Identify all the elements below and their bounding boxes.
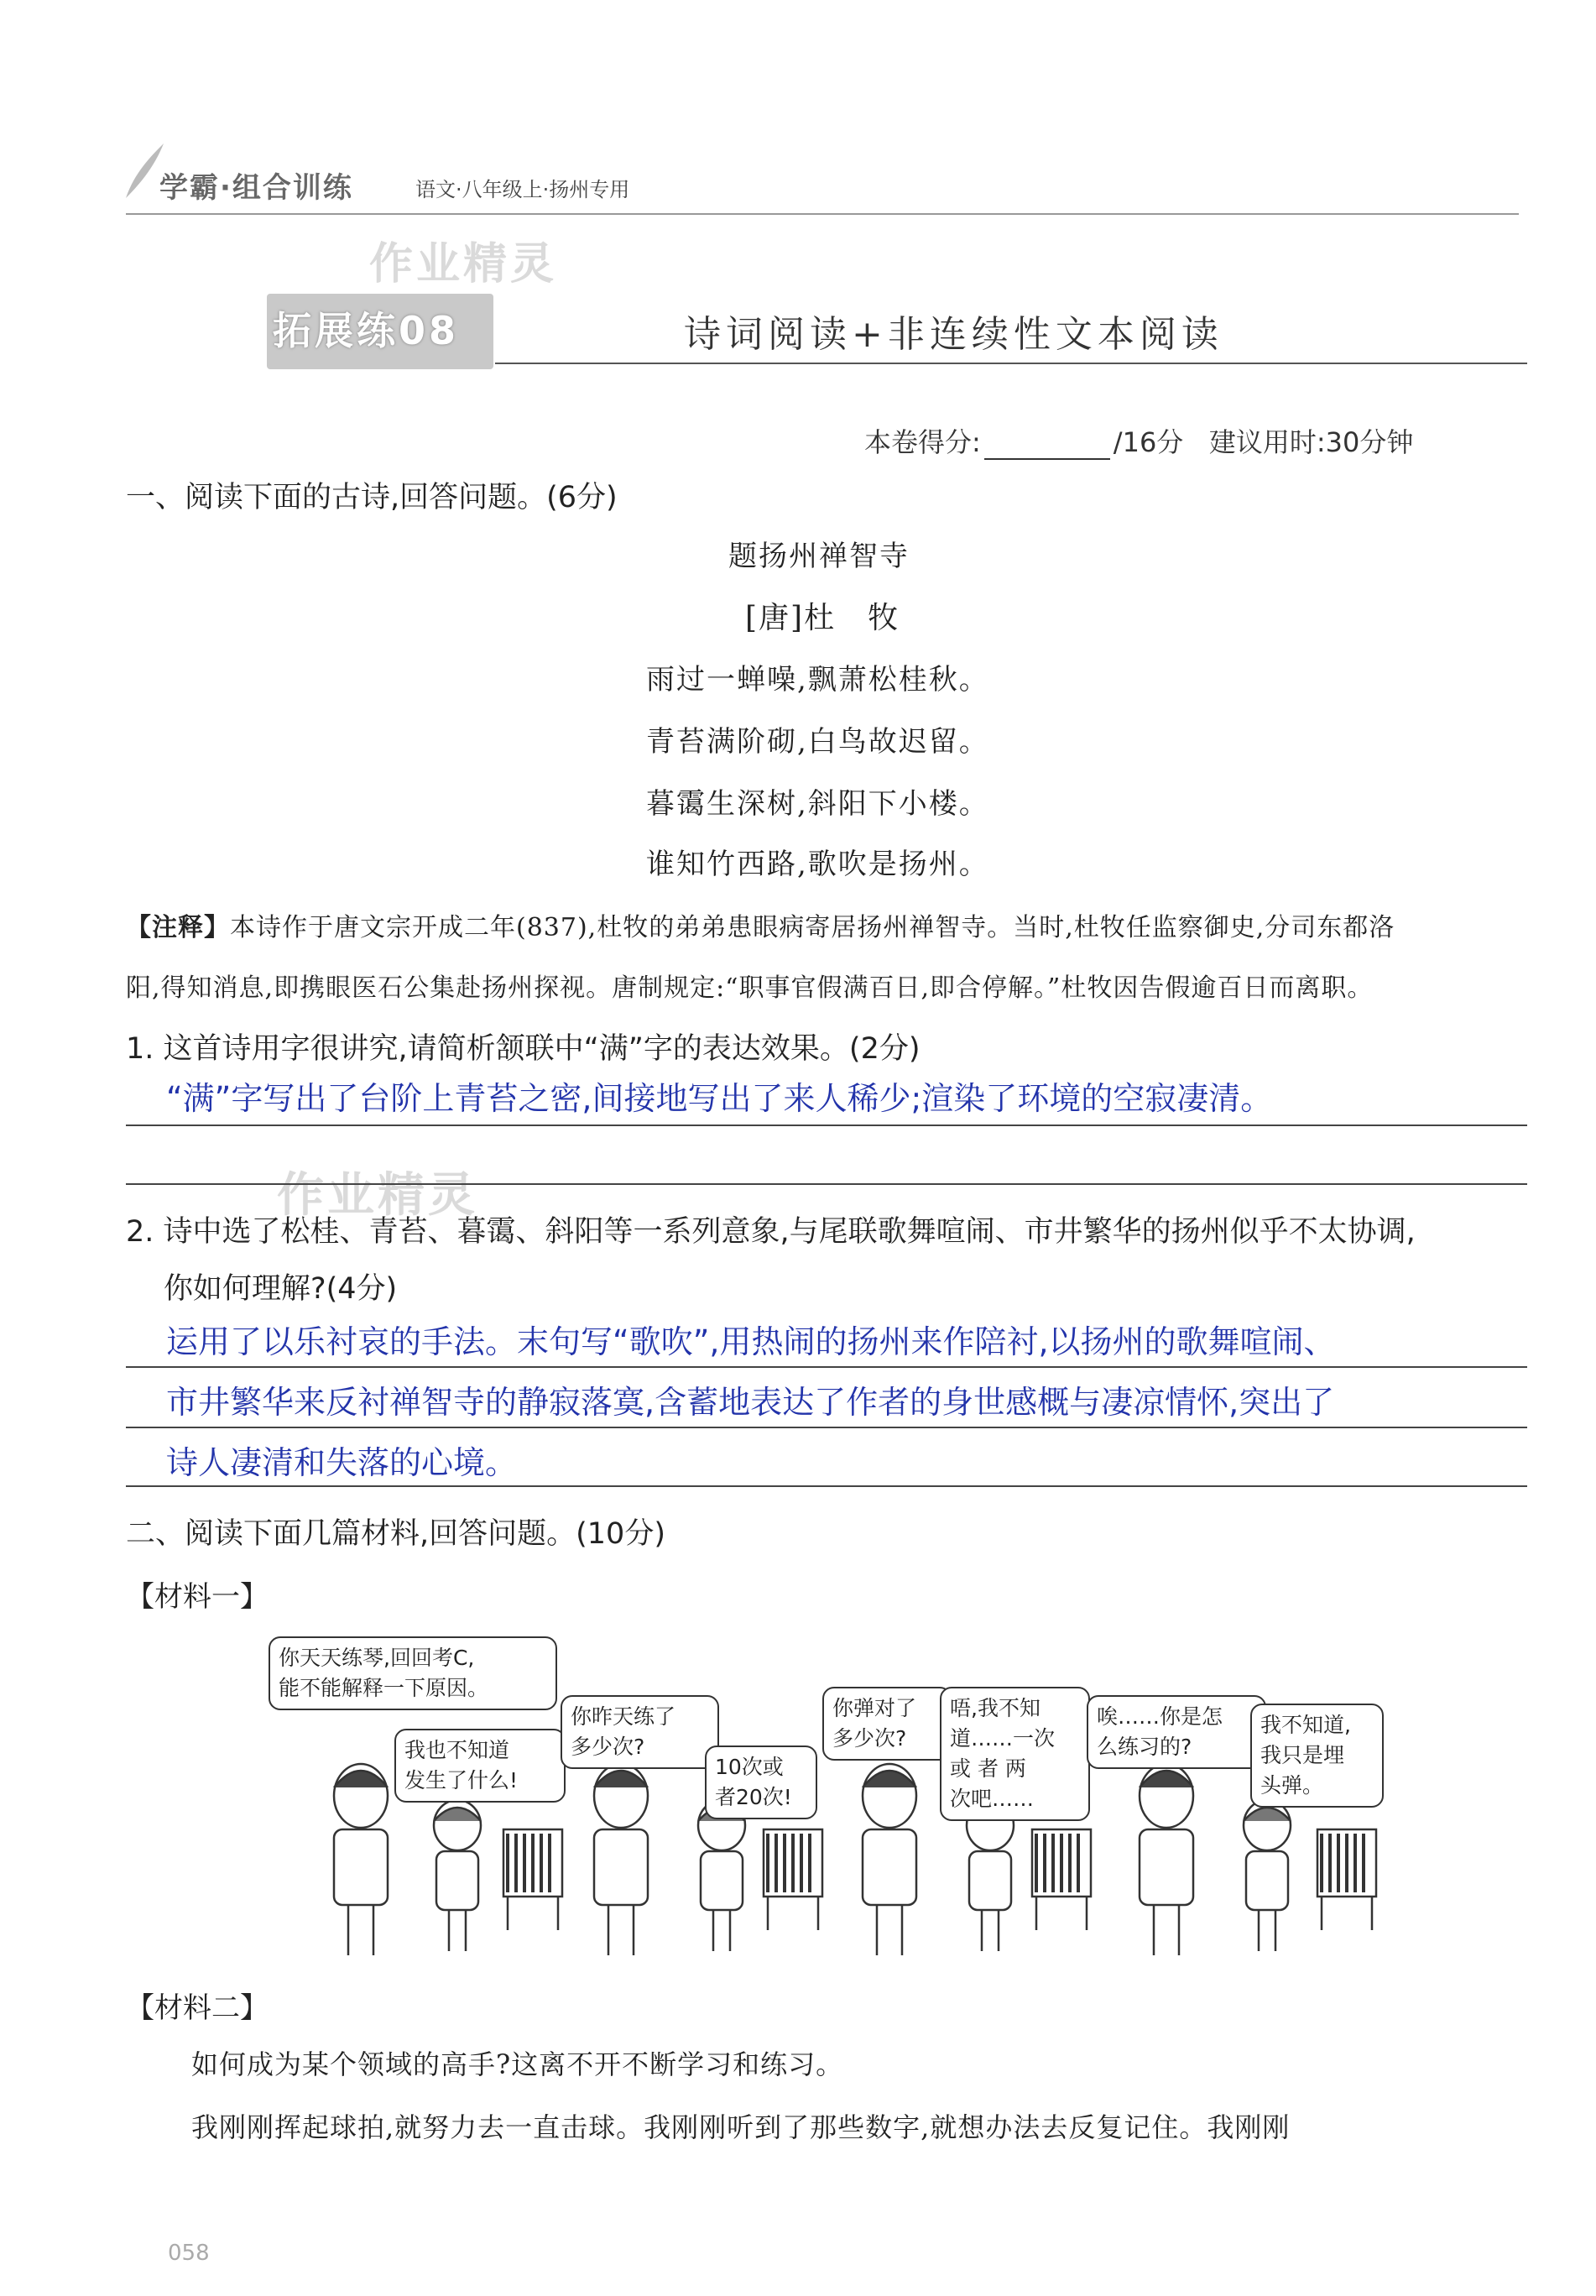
section-tag: 拓展练08 <box>273 308 460 353</box>
speech-bubble <box>822 1687 952 1761</box>
bubble-text: 唔,我不知 <box>950 1696 1041 1720</box>
bubble-text: 多少次? <box>832 1726 907 1751</box>
bubble-text: 者20次! <box>715 1785 792 1809</box>
teacher-figure <box>594 1764 648 1955</box>
suggested-time: 建议用时:30分钟 <box>1208 426 1414 458</box>
bubble-text: 能不能解释一下原因。 <box>279 1676 489 1700</box>
bubble-text: 发生了什么! <box>404 1768 519 1792</box>
answer-line <box>126 1427 1527 1428</box>
watermark: 作业精灵 <box>369 239 558 290</box>
teacher-figure <box>863 1764 916 1955</box>
bubble-text: 次吧…… <box>950 1787 1035 1811</box>
bubble-text: 或 者 两 <box>950 1756 1026 1781</box>
student-figure <box>967 1800 1014 1951</box>
piano-icon <box>1032 1829 1091 1930</box>
speech-bubble <box>1087 1695 1266 1769</box>
bubble-text: 你天天练琴,回回考C, <box>279 1646 475 1670</box>
score-label: 本卷得分: <box>864 426 981 458</box>
material2-label: 【材料二】 <box>126 1991 269 2025</box>
part1-heading: 一、阅读下面的古诗,回答问题。(6分) <box>126 481 618 514</box>
poem-line: 雨过一蝉噪,飘萧松桂秋。 <box>646 663 989 697</box>
score-blank[interactable] <box>984 433 1110 460</box>
page-number: 058 <box>168 2241 210 2266</box>
student-figure <box>698 1800 745 1951</box>
poem-line: 谁知竹西路,歌吹是扬州。 <box>646 848 989 881</box>
poem-author: [唐]杜 牧 <box>745 601 900 635</box>
poem-line: 暮霭生深树,斜阳下小楼。 <box>646 787 989 821</box>
teacher-figure <box>334 1764 388 1955</box>
note-line1 <box>126 906 1395 943</box>
speech-bubble <box>705 1745 817 1819</box>
answer-line <box>126 1183 1527 1185</box>
answer-line <box>126 1125 1527 1126</box>
answer-2-line2[interactable]: 市井繁华来反衬禅智寺的静寂落寞,含蓄地表达了作者的身世感概与凄凉情怀,突出了 <box>166 1384 1335 1421</box>
watermark: 作业精灵 <box>277 1168 478 1223</box>
question-2-line1: 2. 诗中选了松桂、青苔、暮霭、斜阳等一系列意象,与尾联歌舞喧闹、市井繁华的扬州似乎不太协调, <box>126 1215 1416 1249</box>
bubble-text: 你弹对了 <box>832 1696 917 1720</box>
speech-bubble <box>394 1729 566 1803</box>
poem-line: 青苔满阶砌,白鸟故迟留。 <box>646 725 989 759</box>
question-1: 1. 这首诗用字很讲究,请简析颔联中“满”字的表达效果。(2分) <box>126 1032 921 1066</box>
speech-bubble <box>1250 1704 1384 1808</box>
header-divider <box>126 213 1519 215</box>
part2-heading: 二、阅读下面几篇材料,回答问题。(10分) <box>126 1517 665 1551</box>
speech-bubble <box>940 1687 1090 1821</box>
note-line2: 阳,得知消息,即携眼医石公集赴扬州探视。唐制规定:“职事官假满百日,即合停解。”杜牧因告假逾百日而离职。 <box>126 973 1374 1003</box>
student-figure <box>1244 1800 1291 1951</box>
answer-line <box>126 1366 1527 1368</box>
material2-line1: 如何成为某个领域的高手?这离不开不断学习和练习。 <box>191 2048 844 2080</box>
note-label: 【注释】 <box>126 913 230 942</box>
section-divider <box>495 363 1527 364</box>
speech-bubble <box>561 1695 719 1769</box>
piano-icon <box>503 1829 562 1930</box>
question-2-line2: 你如何理解?(4分) <box>164 1272 398 1306</box>
score-total: /16分 <box>1113 426 1184 458</box>
answer-2-line3[interactable]: 诗人凄清和失落的心境。 <box>166 1444 518 1481</box>
answer-line <box>126 1485 1527 1487</box>
answer-2-line1[interactable]: 运用了以乐衬哀的手法。末句写“歌吹”,用热闹的扬州来作陪衬,以扬州的歌舞喧闹、 <box>166 1323 1336 1360</box>
note-text: 本诗作于唐文宗开成二年(837),杜牧的弟弟患眼病寄居扬州禅智寺。当时,杜牧任监察御史,分司东都洛 <box>230 913 1395 942</box>
header-subtitle: 语文·八年级上·扬州专用 <box>415 178 630 201</box>
bubble-text: 我也不知道 <box>404 1738 510 1762</box>
piano-icon <box>764 1829 822 1930</box>
bubble-text: 头弹。 <box>1260 1773 1324 1798</box>
bubble-text: 么练习的? <box>1097 1735 1192 1759</box>
answer-1[interactable]: “满”字写出了台阶上青苔之密,间接地写出了来人稀少;渲染了环境的空寂凄清。 <box>166 1080 1273 1117</box>
bubble-text: 我不知道, <box>1260 1713 1351 1737</box>
bubble-text: 多少次? <box>571 1735 645 1759</box>
piano-icon <box>1317 1829 1376 1930</box>
header-brand: 学霸·组合训练 <box>159 171 353 205</box>
bubble-text: 你昨天练了 <box>571 1704 676 1729</box>
bubble-text: 10次或 <box>715 1755 784 1779</box>
speech-bubble <box>269 1636 557 1710</box>
material2-line2: 我刚刚挥起球拍,就努力去一直击球。我刚刚听到了那些数字,就想办法去反复记住。我刚刚 <box>191 2111 1291 2143</box>
score-line <box>864 421 1413 460</box>
bubble-text: 唉……你是怎 <box>1097 1704 1223 1729</box>
student-figure <box>434 1800 481 1951</box>
material1-label: 【材料一】 <box>126 1580 269 1614</box>
teacher-figure <box>1140 1764 1193 1955</box>
bubble-text: 我只是埋 <box>1260 1743 1345 1767</box>
poem-title: 题扬州禅智寺 <box>728 540 910 573</box>
section-title: 诗词阅读+非连续性文本阅读 <box>684 313 1223 356</box>
bubble-text: 道……一次 <box>950 1726 1056 1751</box>
